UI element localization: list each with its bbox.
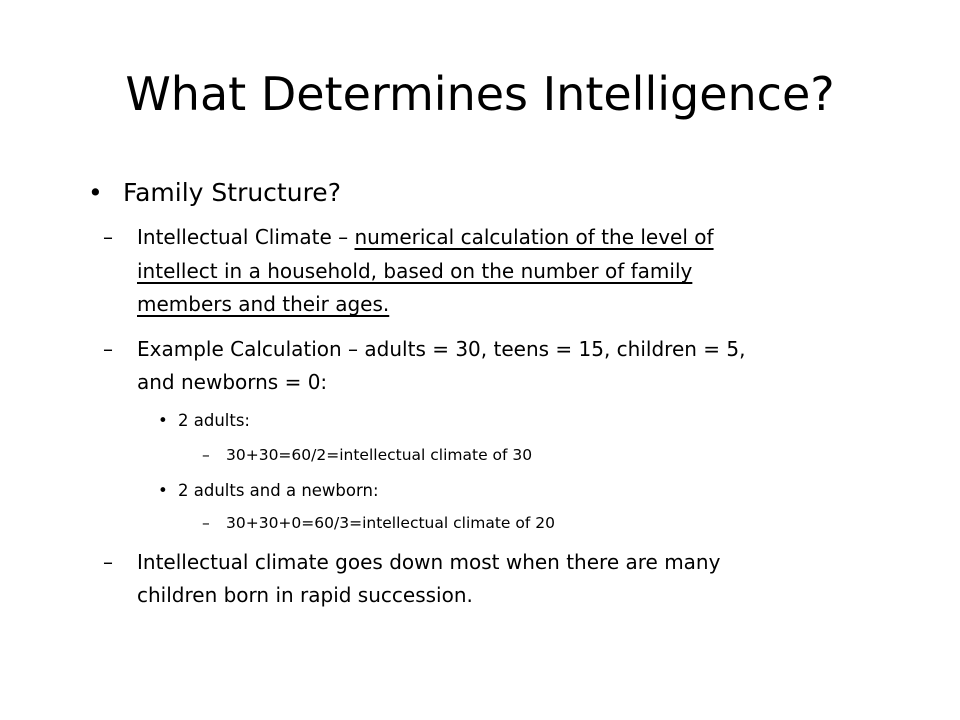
sub1-detail: 30+30=60/2=intellectual climate of 30 [226,446,533,464]
item3-dash: – [103,550,113,574]
sub2-bullet: • [158,481,168,500]
item1-definition-line2: intellect in a household, based on the number of family [137,259,693,283]
item1-definition-line3: members and their ages. [137,292,390,316]
item1-definition-line1: numerical calculation of the level of [354,225,714,249]
level1-text: Family Structure? [123,178,341,207]
item3-line2: children born in rapid succession. [137,583,473,607]
sub1-bullet: • [158,411,168,430]
sub1-text: 2 adults: [178,411,250,430]
level1-bullet: • [88,178,103,207]
item1-line1 [137,222,714,252]
item2-line1: Example Calculation – adults = 30, teens = 15, children = 5, [137,337,746,361]
item2-line2: and newborns = 0: [137,370,328,394]
sub1-detail-dash: – [202,446,210,464]
sub2-text: 2 adults and a newborn: [178,481,379,500]
item3-line1: Intellectual climate goes down most when there are many [137,550,721,574]
sub2-detail-dash: – [202,514,210,532]
sub2-detail: 30+30+0=60/3=intellectual climate of 20 [226,514,555,532]
slide-title: What Determines Intelligence? [125,67,835,121]
item1-dash: – [103,225,113,249]
item1-prefix: Intellectual Climate – [137,225,355,249]
item2-dash: – [103,337,113,361]
